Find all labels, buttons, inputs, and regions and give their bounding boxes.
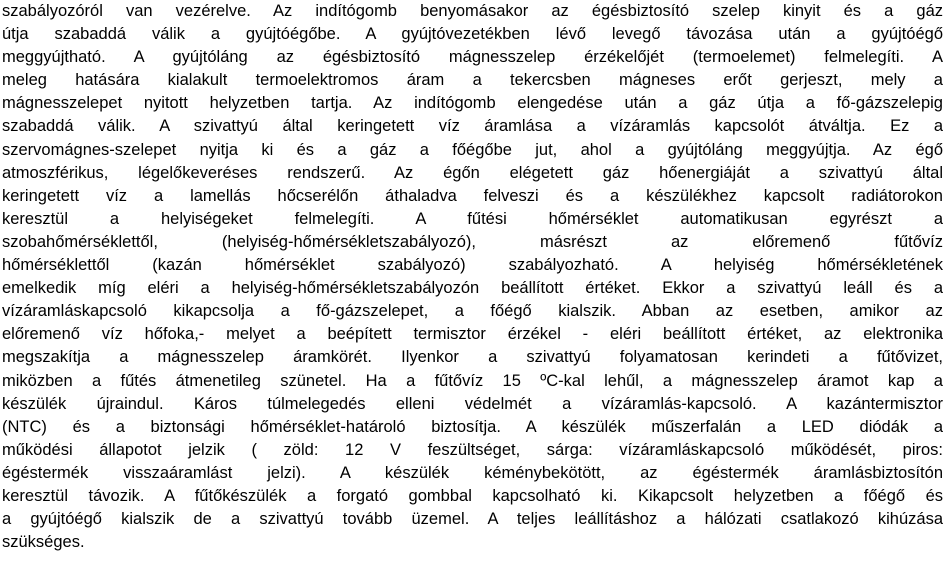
text-line: keringetett víz a lamellás hőcserélőn áthaladva felveszi és a készülékhez kapcsolt radiátorokon: [2, 186, 943, 205]
body-paragraph: [2, 0, 943, 554]
text-line: működési állapotot jelzik ( zöld: 12 V feszültséget, sárga: vízáramláskapcsoló működését, piros:: [2, 440, 943, 459]
text-line: szabaddá válik. A szivattyú által keringetett víz áramlása a vízáramlás kapcsolót átváltja. Ez a: [2, 117, 943, 136]
text-line: szabályozóról van vezérelve. Az indítógomb benyomásakor az égésbiztosító szelep kinyit és a gáz: [2, 2, 943, 20]
text-line: előremenő víz hőfoka,- melyet a beépített termisztor érzékel - eléri beállított értéket, az elektronika: [2, 325, 943, 344]
text-line: útja szabaddá válik a gyújtóégőbe. A gyújtóvezetékben lévő levegő távozása után a gyújtóégő: [2, 25, 943, 44]
text-line: meleg hatására kialakult termoelektromos áram a tekercsben mágneses erőt gerjeszt, mely a: [2, 71, 943, 90]
text-line: meggyújtható. A gyújtóláng az égésbiztosító mágnesszelep érzékelőjét (termoelemet) felmelegíti. A: [2, 48, 943, 67]
text-line: miközben a fűtés átmenetileg szünetel. Ha a fűtővíz 15 ºC-kal lehűl, a mágnesszelep áramot kap a: [2, 371, 943, 390]
text-line: atmoszférikus, légelőkeveréses rendszerű. Az égőn elégetett gáz hőenergiáját a szivattyú által: [2, 163, 943, 182]
text-line: keresztül a helyiségeket felmelegíti. A fűtési hőmérséklet automatikusan egyrészt a: [2, 209, 943, 228]
text-line: szobahőmérséklettől, (helyiség-hőmérsékletszabályozó), másrészt az előremenő fűtővíz: [2, 232, 943, 251]
text-line: vízáramláskapcsoló kikapcsolja a fő-gázszelepet, a főégő kialszik. Abban az esetben, amikor az: [2, 302, 943, 321]
text-line: megszakítja a mágnesszelep áramkörét. Ilyenkor a szivattyú folyamatosan kerindeti a fűtővizet,: [2, 348, 943, 367]
text-line: a gyújtóégő kialszik de a szivattyú tovább üzemel. A teljes leállításhoz a hálózati csatlakozó kihúzása: [2, 510, 943, 529]
text-line: égéstermék visszaáramlást jelzi). A készülék kéménybekötött, az égéstermék áramlásbiztosítón: [2, 463, 943, 482]
text-line: mágnesszelepet nyitott helyzetben tartja. Az indítógomb elengedése után a gáz útja a fő-gázszelepig: [2, 94, 943, 113]
text-line: készülék újraindul. Káros túlmelegedés elleni védelmét a vízáramlás-kapcsoló. A kazántermisztor: [2, 394, 943, 413]
text-line: keresztül távozik. A fűtőkészülék a forgató gombbal kapcsolható ki. Kikapcsolt helyzetben a főégő és: [2, 486, 943, 505]
text-line: hőmérséklettől (kazán hőmérséklet szabályozó) szabályozható. A helyiség hőmérsékletének: [2, 256, 943, 275]
text-line: szükséges.: [2, 533, 85, 552]
text-line: szervomágnes-szelepet nyitja ki és a gáz a főégőbe jut, ahol a gyújtóláng meggyújtja. Az égő: [2, 140, 943, 159]
text-line: (NTC) és a biztonsági hőmérséklet-határoló biztosítja. A készülék műszerfalán a LED diódák a: [2, 417, 943, 436]
text-line: emelkedik míg eléri a helyiség-hőmérsékletszabályozón beállított értéket. Ekkor a szivattyú leáll és a: [2, 279, 943, 298]
